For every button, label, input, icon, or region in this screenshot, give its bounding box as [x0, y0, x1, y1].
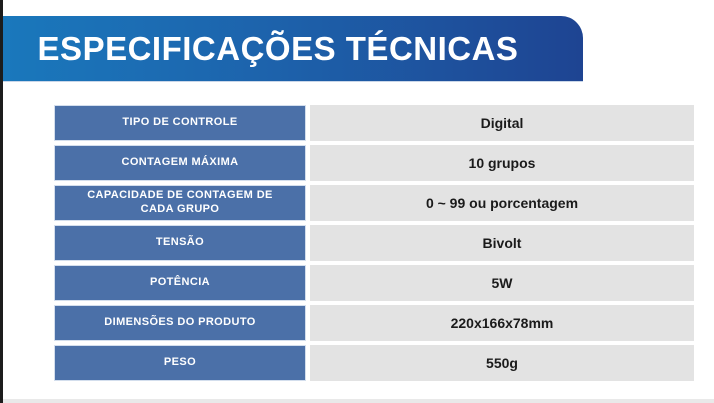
- table-row: [54, 185, 694, 221]
- spec-value: Digital: [310, 105, 694, 141]
- spec-label: TENSÃO: [54, 225, 306, 261]
- table-row: [54, 305, 694, 341]
- table-row: [54, 225, 694, 261]
- table-row: [54, 345, 694, 381]
- page-title: ESPECIFICAÇÕES TÉCNICAS: [37, 29, 519, 67]
- spec-label: CONTAGEM MÁXIMA: [54, 145, 306, 181]
- header-banner: [3, 16, 583, 82]
- bottom-strip: [3, 399, 714, 403]
- table-row: [54, 105, 694, 141]
- spec-value: 5W: [310, 265, 694, 301]
- spec-label: PESO: [54, 345, 306, 381]
- spec-value: 0 ~ 99 ou porcentagem: [310, 185, 694, 221]
- specifications-table: [54, 105, 694, 381]
- spec-label: CAPACIDADE DE CONTAGEM DE CADA GRUPO: [54, 185, 306, 221]
- spec-value: Bivolt: [310, 225, 694, 261]
- spec-label: TIPO DE CONTROLE: [54, 105, 306, 141]
- spec-value: 10 grupos: [310, 145, 694, 181]
- spec-label: POTÊNCIA: [54, 265, 306, 301]
- table-row: [54, 145, 694, 181]
- table-row: [54, 265, 694, 301]
- spec-value: 220x166x78mm: [310, 305, 694, 341]
- spec-value: 550g: [310, 345, 694, 381]
- spec-label: DIMENSÕES DO PRODUTO: [54, 305, 306, 341]
